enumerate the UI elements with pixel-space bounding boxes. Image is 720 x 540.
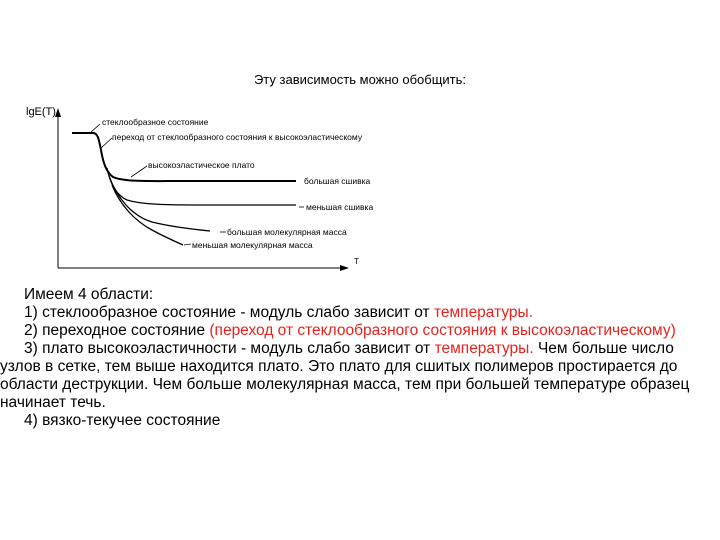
leader-plateau bbox=[131, 166, 147, 177]
label-transition: переход от стеклообразного состояния к высокоэластическому bbox=[112, 132, 363, 142]
slide-body bbox=[0, 286, 720, 430]
y-axis-label: lgE(T) bbox=[26, 106, 56, 118]
item-transition: 2) переходное состояние (переход от стеклообразного состояния к высокоэластическому) bbox=[24, 322, 676, 339]
x-axis-label: T bbox=[354, 257, 359, 266]
curve-low-mw bbox=[112, 185, 183, 245]
leader-glassy bbox=[90, 124, 100, 133]
item-plateau: 3) плато высокоэластичности - модуль слабо зависит от температуры. Чем больше число bbox=[24, 340, 674, 357]
label-high-mw: большая молекулярная масса bbox=[227, 227, 347, 237]
highlight-transition: (переход от стеклообразного состояния к высокоэластическому) bbox=[209, 322, 676, 339]
slide-title: Эту зависимость можно обобщить: bbox=[253, 72, 467, 87]
leader-low-mw bbox=[184, 244, 191, 245]
areas-heading: Имеем 4 области: bbox=[24, 286, 154, 303]
item-plateau-line2: узлов в сетке, тем выше находится плато. Это плато для сшитых полимеров простирается до bbox=[0, 358, 678, 375]
label-sparse-network: меньшая сшивка bbox=[306, 202, 374, 212]
item-plateau-line3: области деструкции. Чем больше молекулярная масса, тем при большей температуре образец bbox=[0, 376, 690, 393]
label-plateau: высокоэластическое плато bbox=[148, 160, 255, 170]
label-low-mw: меньшая молекулярная масса bbox=[192, 240, 313, 250]
curve-high-mw bbox=[109, 176, 210, 231]
item-glassy: 1) стеклообразное состояние - модуль слабо зависит от температуры. bbox=[24, 304, 534, 321]
label-glassy: стеклообразное состояние bbox=[102, 117, 209, 127]
highlight-temperature-1: температуры. bbox=[433, 304, 534, 321]
item-viscous-flow: 4) вязко-текучее состояние bbox=[24, 412, 221, 429]
label-dense-network: большая сшивка bbox=[304, 176, 371, 186]
leader-transition bbox=[101, 138, 112, 148]
x-axis-arrow bbox=[340, 265, 349, 271]
item-plateau-line4: начинает течь. bbox=[0, 394, 106, 411]
highlight-temperature-2: температуры. bbox=[434, 340, 534, 357]
